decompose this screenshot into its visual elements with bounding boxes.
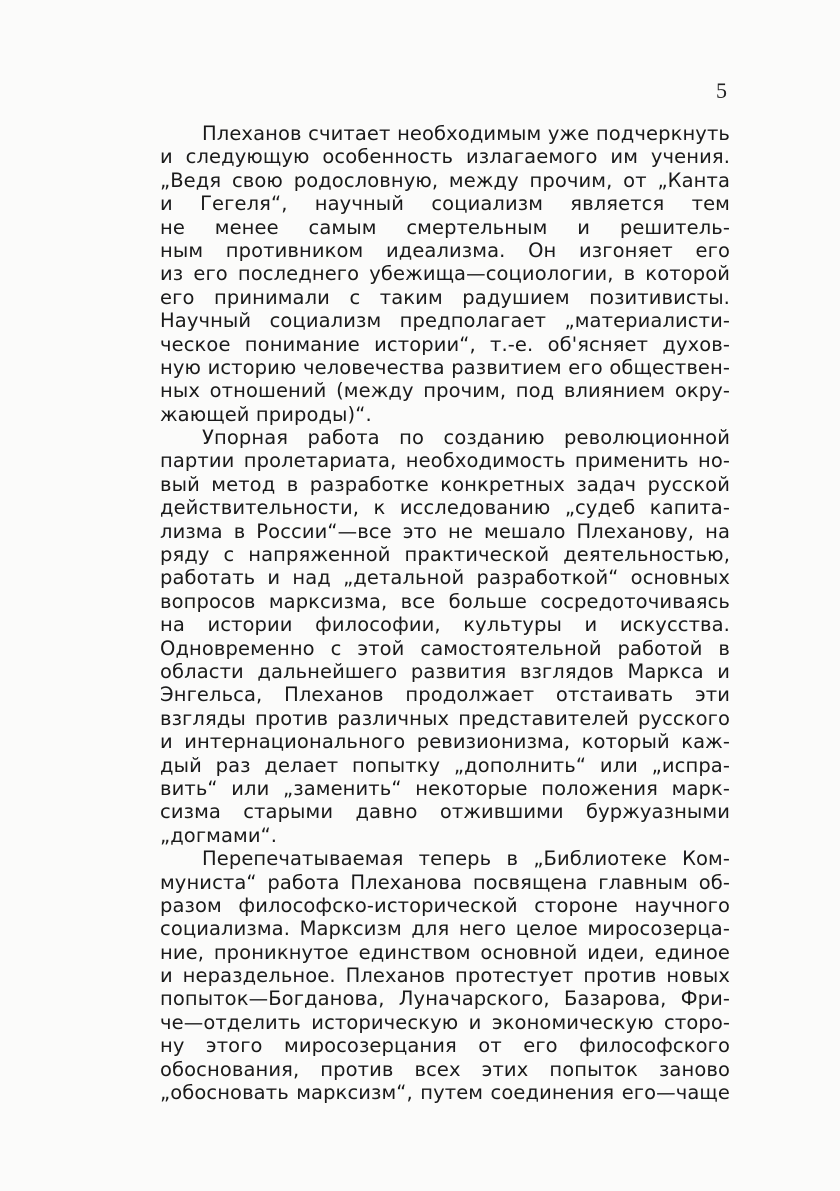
text-line: и Гегеля“, научный социализм является тем: [160, 192, 730, 216]
text-line: дый раз делает попытку „дополнить“ или „испра-: [160, 753, 730, 777]
text-line: жающей природы)“.: [160, 402, 372, 426]
text-line: „обосновать марксизм“, путем соединения его—чаще: [160, 1081, 730, 1105]
text-line: из его последнего убежища—социологии, в которой: [160, 262, 730, 286]
text-line: его принимали с таким радушием позитивисты.: [160, 285, 730, 309]
text-line: ных отношений (между прочим, под влиянием окру-: [160, 379, 730, 403]
text-line: Научный социализм предполагает „материалисти-: [160, 309, 730, 333]
text-line: ным противником идеализма. Он изгоняет его: [160, 238, 730, 262]
text-line: Энгельса, Плеханов продолжает отстаивать эти: [160, 683, 730, 707]
text-line: ряду с напряженной практической деятельностью,: [160, 543, 730, 567]
text-line: сизма старыми давно отжившими буржуазными: [160, 800, 730, 824]
text-line: на истории философии, культуры и искусства.: [160, 613, 730, 637]
text-line: ную историю человечества развитием его обществен-: [160, 355, 730, 379]
paragraph-1: [160, 122, 730, 426]
text-line: работать и над „детальной разработкой“ основных: [160, 566, 730, 590]
text-line: обоснования, против всех этих попыток заново: [160, 1057, 730, 1081]
text-line: Плеханов считает необходимым уже подчеркнуть: [202, 122, 730, 145]
text-line: разом философско-исторической стороне научного: [160, 893, 730, 917]
text-line: че—отделить историческую и экономическую сторо-: [160, 1010, 730, 1034]
text-line: попыток—Богданова, Луначарского, Базарова, Фри-: [160, 987, 730, 1011]
text-line: вый метод в разработке конкретных задач русской: [160, 472, 730, 496]
text-line: и интернационального ревизионизма, который каж-: [160, 730, 730, 754]
text-line: и следующую особенность излагаемого им учения.: [160, 145, 730, 169]
text-line: взгляды против различных представителей русского: [160, 706, 730, 730]
text-line: „догмами“.: [160, 823, 278, 847]
text-line: действительности, к исследованию „судеб капита-: [160, 496, 730, 520]
text-line: Перепечатываемая теперь в „Библиотеке Ком-: [202, 847, 730, 871]
text-line: муниста“ работа Плеханова посвящена главным об-: [160, 870, 730, 894]
body-text: [160, 122, 730, 1104]
text-line: ческое понимание истории“, т.-е. об'ясняет духов-: [160, 332, 730, 356]
paragraph-3: [160, 847, 730, 1104]
paragraph-2: [160, 426, 730, 847]
page-number: 5: [716, 78, 727, 103]
text-line: не менее самым смертельным и решитель-: [160, 215, 730, 239]
text-line: лизма в России“—все это не мешало Плеханову, на: [160, 519, 730, 543]
text-line: „Ведя свою родословную, между прочим, от „Канта: [160, 168, 730, 192]
text-line: партии пролетариата, необходимость применить но-: [160, 449, 730, 473]
text-line: и нераздельное. Плеханов протестует против новых: [160, 964, 730, 988]
text-line: вить“ или „заменить“ некоторые положения марк-: [160, 776, 730, 800]
text-line: вопросов марксизма, все больше сосредоточиваясь: [160, 589, 730, 613]
text-line: ну этого миросозерцания от его философского: [160, 1034, 730, 1058]
text-line: области дальнейшего развития взглядов Маркса и: [160, 659, 730, 683]
text-line: социализма. Марксизм для него целое миросозерца-: [160, 917, 730, 941]
text-line: Одновременно с этой самостоятельной работой в: [160, 636, 730, 660]
text-line: Упорная работа по созданию революционной: [202, 426, 730, 450]
text-line: ние, проникнутое единством основной идеи, единое: [160, 940, 730, 964]
